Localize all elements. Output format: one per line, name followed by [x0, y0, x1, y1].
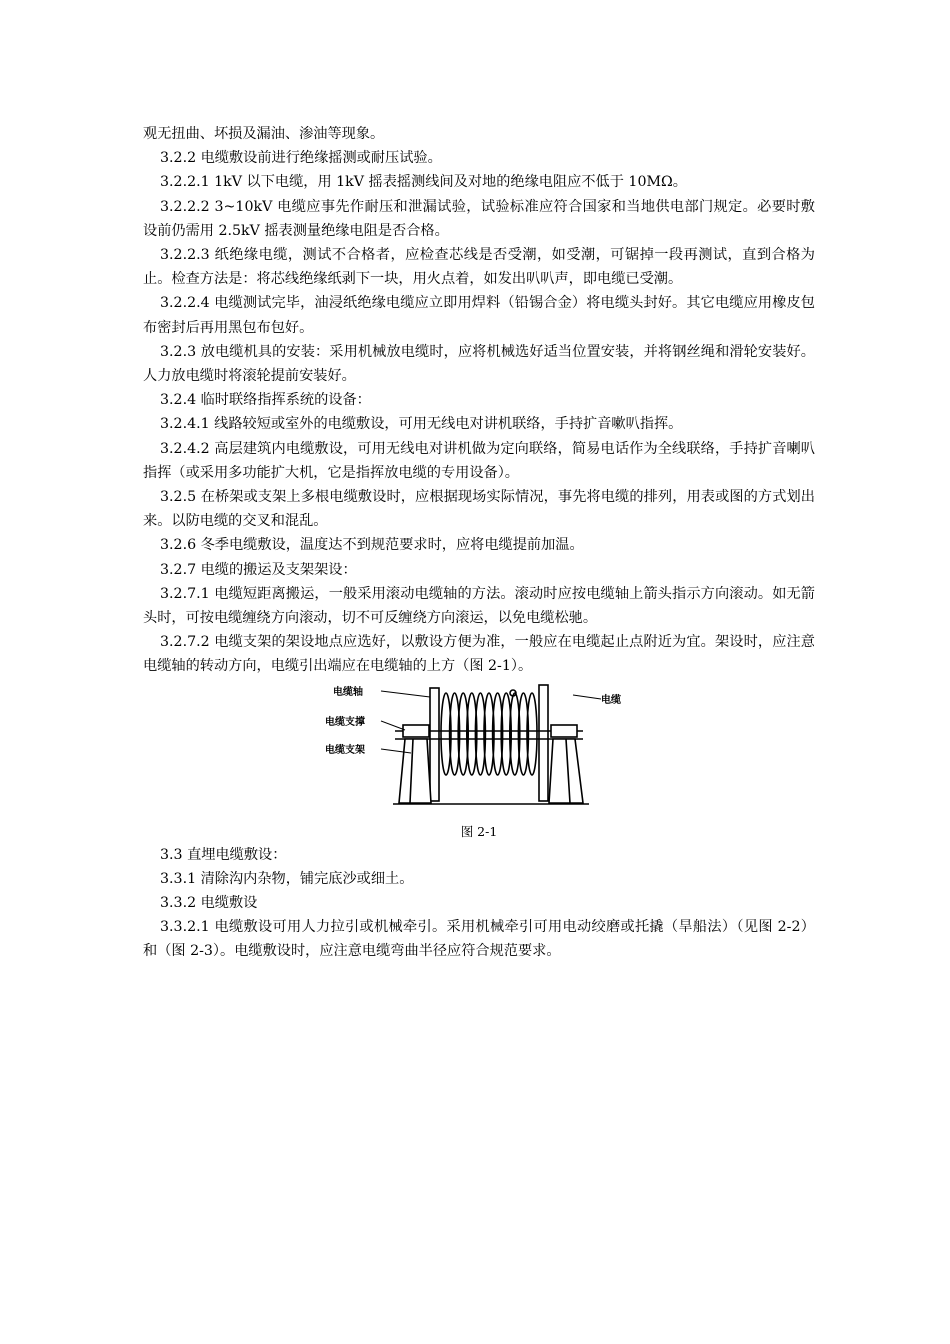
paragraph: 3.2.6 冬季电缆敷设，温度达不到规范要求时，应将电缆提前加温。: [160, 537, 584, 554]
paragraph: 3.3.2.1 电缆敷设可用人力拉引或机械牵引。采用机械牵引可用电动绞磨或托撬（旱船法）（见图 2-2）和（图 2-3）。电缆敷设时，应注意电缆弯曲半径应符合规范要求。: [143, 919, 815, 960]
text-block-top: [143, 122, 815, 679]
label-cable: 电缆: [601, 694, 621, 706]
label-reel: 电缆轴: [333, 686, 363, 698]
paragraph: 3.2.2.1 1kV 以下电缆，用 1kV 摇表摇测线间及对地的绝缘电阻应不低于 10MΩ。: [160, 174, 687, 191]
document-page: [143, 122, 815, 964]
label-support: 电缆支撑: [325, 716, 365, 728]
paragraph: 3.3.1 清除沟内杂物，铺完底沙或细土。: [160, 870, 414, 887]
paragraph: 3.2.2.2 3~10kV 电缆应事先作耐压和泄漏试验，试验标准应符合国家和当地供电部门规定。必要时敷设前仍需用 2.5kV 摇表测量绝缘电阻是否合格。: [143, 198, 815, 239]
paragraph: 3.2.4.1 线路较短或室外的电缆敷设，可用无线电对讲机联络，手持扩音嗽叭指挥。: [160, 416, 683, 433]
paragraph: 3.2.7.1 电缆短距离搬运，一般采用滚动电缆轴的方法。滚动时应按电缆轴上箭头指示方向滚动。如无箭头时，可按电缆缠绕方向滚动，切不可反缠绕方向滚运，以免电缆松驰。: [143, 585, 815, 627]
figure-cable-reel: [143, 683, 815, 821]
figure-caption: 图 2-1: [460, 823, 498, 839]
paragraph: 3.3.2 电缆敷设: [160, 895, 258, 912]
paragraph: 3.2.4 临时联络指挥系统的设备：: [160, 392, 371, 409]
paragraph: 3.2.3 放电缆机具的安装：采用机械放电缆时，应将机械选好适当位置安装，并将钢丝绳和滑轮安装好。人力放电缆时将滚轮提前安装好。: [143, 343, 815, 385]
paragraph: 观无扭曲、坏损及漏油、渗油等现象。: [143, 126, 385, 142]
label-stand: 电缆支架: [325, 744, 365, 756]
cable-reel-diagram: [325, 683, 633, 819]
paragraph: 3.2.7.2 电缆支架的架设地点应选好，以敷设方便为准，一般应在电缆起止点附近为宜。架设时，应注意电缆轴的转动方向，电缆引出端应在电缆轴的上方（图 2-1）。: [143, 634, 815, 675]
paragraph: 3.2.7 电缆的搬运及支架架设：: [160, 561, 357, 578]
paragraph: 3.2.2 电缆敷设前进行绝缘摇测或耐压试验。: [160, 150, 442, 167]
paragraph: 3.3 直埋电缆敷设：: [160, 846, 287, 863]
paragraph: 3.2.2.3 纸绝缘电缆，测试不合格者，应检查芯线是否受潮，如受潮，可锯掉一段再测试，直到合格为止。检查方法是：将芯线绝缘纸剥下一块，用火点着，如发出叭叭声，即电缆已受潮。: [143, 247, 815, 288]
paragraph: 3.2.5 在桥架或支架上多根电缆敷设时，应根据现场实际情况，事先将电缆的排列，用表或图的方式划出来。以防电缆的交叉和混乱。: [143, 489, 815, 530]
paragraph: 3.2.4.2 高层建筑内电缆敷设，可用无线电对讲机做为定向联络，简易电话作为全线联络，手持扩音喇叭指挥（或采用多功能扩大机，它是指挥放电缆的专用设备）。: [143, 440, 815, 481]
paragraph: 3.2.2.4 电缆测试完毕，油浸纸绝缘电缆应立即用焊料（铅锡合金）将电缆头封好。其它电缆应用橡皮包布密封后再用黑包布包好。: [143, 295, 815, 336]
text-block-bottom: [143, 843, 815, 964]
